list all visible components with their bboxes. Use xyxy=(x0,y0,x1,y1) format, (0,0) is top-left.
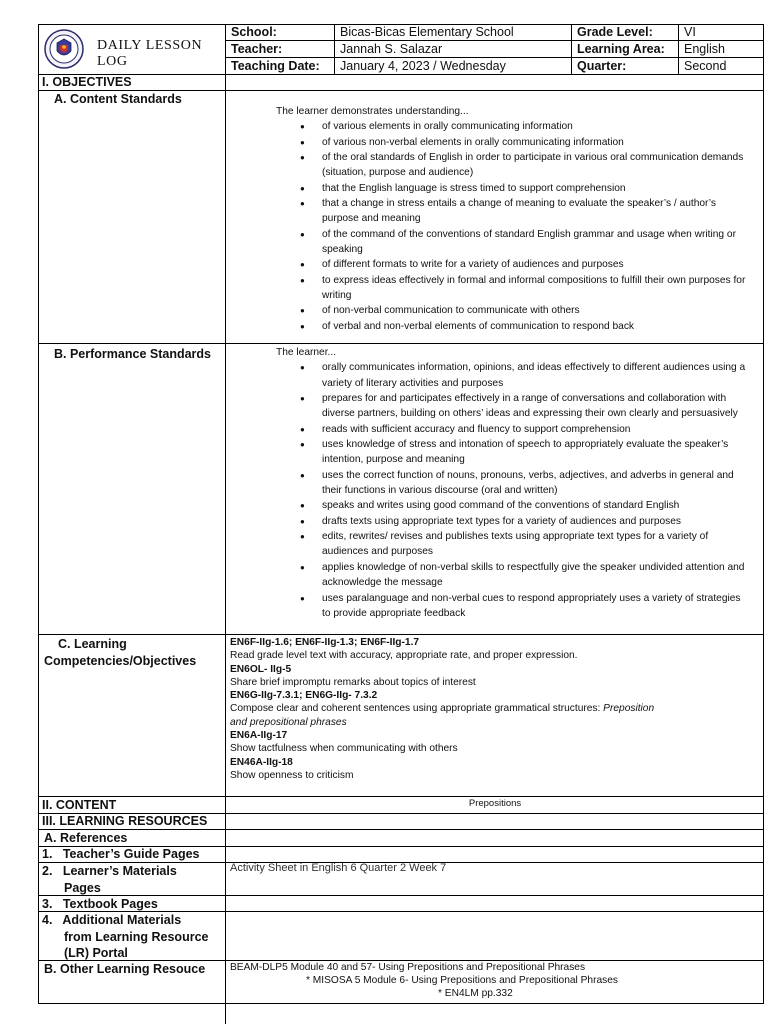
divider xyxy=(678,24,679,74)
competency-desc: Compose clear and coherent sentences using appropriate grammatical structures: Preposition xyxy=(230,703,655,715)
list-item: ● prepares for and participates effectively in a range of conversations and collaboration with diverse partners, building on others’ ideas and expressing their own clearly and persuasively xyxy=(276,391,746,422)
divider xyxy=(225,24,226,1024)
content-heading: II. CONTENT xyxy=(42,798,117,812)
other-resource-line: * EN4LM pp.332 xyxy=(438,988,513,999)
list-item: ● of different formats to write for a variety of audiences and purposes xyxy=(276,257,746,272)
list-item: ● of various elements in orally communicating information xyxy=(276,119,746,134)
list-item: ● to express ideas effectively in formal and informal compositions to fulfill their own purposes for writing xyxy=(276,273,746,304)
content-standards-text xyxy=(276,104,746,334)
references-label: A. References xyxy=(44,831,128,845)
teacher-value: Jannah S. Salazar xyxy=(340,42,443,56)
list-item: ● orally communicates information, opinions, and ideas effectively to different audiences using a variety of literary activities and purposes xyxy=(276,360,746,391)
additional-materials-label: 4. Additional Materials from Learning Resource (LR) Portal xyxy=(42,913,209,960)
competency-code: EN46A-IIg-18 xyxy=(230,756,293,768)
list-item: ● of verbal and non-verbal elements of communication to respond back xyxy=(276,319,746,334)
textbook-label: 3. Textbook Pages xyxy=(42,897,158,911)
date-label: Teaching Date: xyxy=(231,59,320,73)
list-item: ● uses the correct function of nouns, pronouns, verbs, adjectives, and adverbs in general and their functions in various discourse (oral and written) xyxy=(276,468,746,499)
quarter-label: Quarter: xyxy=(577,59,627,73)
competency-code: EN6A-IIg-17 xyxy=(230,730,288,742)
competencies-text xyxy=(230,636,760,782)
list-item: ● reads with sufficient accuracy and fluency to support comprehension xyxy=(276,422,746,437)
content-standards-label: A. Content Standards xyxy=(54,92,182,106)
list-item: ● that a change in stress entails a change of meaning to evaluate the speaker’s / author’s purpose and meaning xyxy=(276,196,746,227)
grade-label: Grade Level: xyxy=(577,25,653,39)
area-label: Learning Area: xyxy=(577,42,665,56)
learners-materials-value: Activity Sheet in English 6 Quarter 2 Week 7 xyxy=(230,862,447,874)
date-value: January 4, 2023 / Wednesday xyxy=(340,59,506,73)
objectives-heading: I. OBJECTIVES xyxy=(42,75,132,89)
performance-standards-label: B. Performance Standards xyxy=(54,347,211,361)
list-item: ● uses paralanguage and non-verbal cues to respond appropriately uses a variety of strategies to provide appropriate feedback xyxy=(276,591,746,622)
logo-title: DAILY LESSON LOG xyxy=(97,38,203,69)
grade-value: VI xyxy=(684,25,696,39)
learners-materials-label: 2. Learner’s Materials Pages xyxy=(42,864,177,895)
list-item: ● that the English language is stress timed to support comprehension xyxy=(276,181,746,196)
deped-seal-icon xyxy=(44,29,84,69)
list-item: ● of non-verbal communication to communicate with others xyxy=(276,303,746,318)
list-item: ● of various non-verbal elements in orally communicating information xyxy=(276,135,746,150)
divider xyxy=(334,24,335,74)
list-item: ● speaks and writes using good command of the conventions of standard English xyxy=(276,498,746,513)
content-value: Prepositions xyxy=(468,798,522,809)
resources-heading: III. LEARNING RESOURCES xyxy=(42,814,208,828)
other-resource-text xyxy=(226,961,764,1000)
competency-code: EN6G-IIg-7.3.1; EN6G-IIg- 7.3.2 xyxy=(230,690,378,702)
school-value: Bicas-Bicas Elementary School xyxy=(340,25,514,39)
list-item: ● drafts texts using appropriate text types for a variety of audiences and purposes xyxy=(276,514,746,529)
other-resource-line: BEAM-DLP5 Module 40 and 57- Using Prepositions and Prepositional Phrases xyxy=(230,962,586,973)
competency-desc: Show openness to criticism xyxy=(230,769,354,781)
performance-standards-intro: The learner... xyxy=(276,347,337,358)
competency-desc: Read grade level text with accuracy, appropriate rate, and proper expression. xyxy=(230,650,578,662)
divider xyxy=(38,343,764,344)
competency-code: EN6OL- IIg-5 xyxy=(230,663,292,675)
other-resource-line: * MISOSA 5 Module 6- Using Prepositions and Prepositional Phrases xyxy=(306,975,619,986)
teachers-guide-label: 1. Teacher’s Guide Pages xyxy=(42,847,200,861)
quarter-value: Second xyxy=(684,59,727,73)
competencies-label: C. Learning Competencies/Objectives xyxy=(44,637,197,668)
teacher-label: Teacher: xyxy=(231,42,283,56)
competency-code: EN6F-IIg-1.6; EN6F-IIg-1.3; EN6F-IIg-1.7 xyxy=(230,637,420,648)
divider xyxy=(571,24,572,74)
list-item: ● applies knowledge of non-verbal skills to respectfully give the speaker undivided attention and acknowledge the message xyxy=(276,560,746,591)
competency-desc: Show tactfulness when communicating with others xyxy=(230,743,458,755)
school-label: School: xyxy=(231,25,277,39)
divider xyxy=(38,634,764,635)
divider xyxy=(38,74,764,75)
list-item: ● of the command of the conventions of standard English grammar and usage when writing or speaking xyxy=(276,227,746,258)
competency-desc: Share brief impromptu remarks about topics of interest xyxy=(230,676,476,688)
list-item: ● uses knowledge of stress and intonation of speech to appropriately evaluate the speaker’s intention, purpose and meaning xyxy=(276,437,746,468)
other-resource-label: B. Other Learning Resouce xyxy=(44,962,206,976)
content-standards-intro: The learner demonstrates understanding... xyxy=(276,106,469,117)
area-value: English xyxy=(684,42,725,56)
performance-standards-text xyxy=(276,345,746,621)
list-item: ● edits, rewrites/ revises and publishes texts using appropriate text types for a variety of audiences and purposes xyxy=(276,529,746,560)
competency-desc-cont: and prepositional phrases xyxy=(230,716,347,728)
list-item: ● of the oral standards of English in order to participate in various oral communication demands (situation, purpose and audience) xyxy=(276,150,746,181)
